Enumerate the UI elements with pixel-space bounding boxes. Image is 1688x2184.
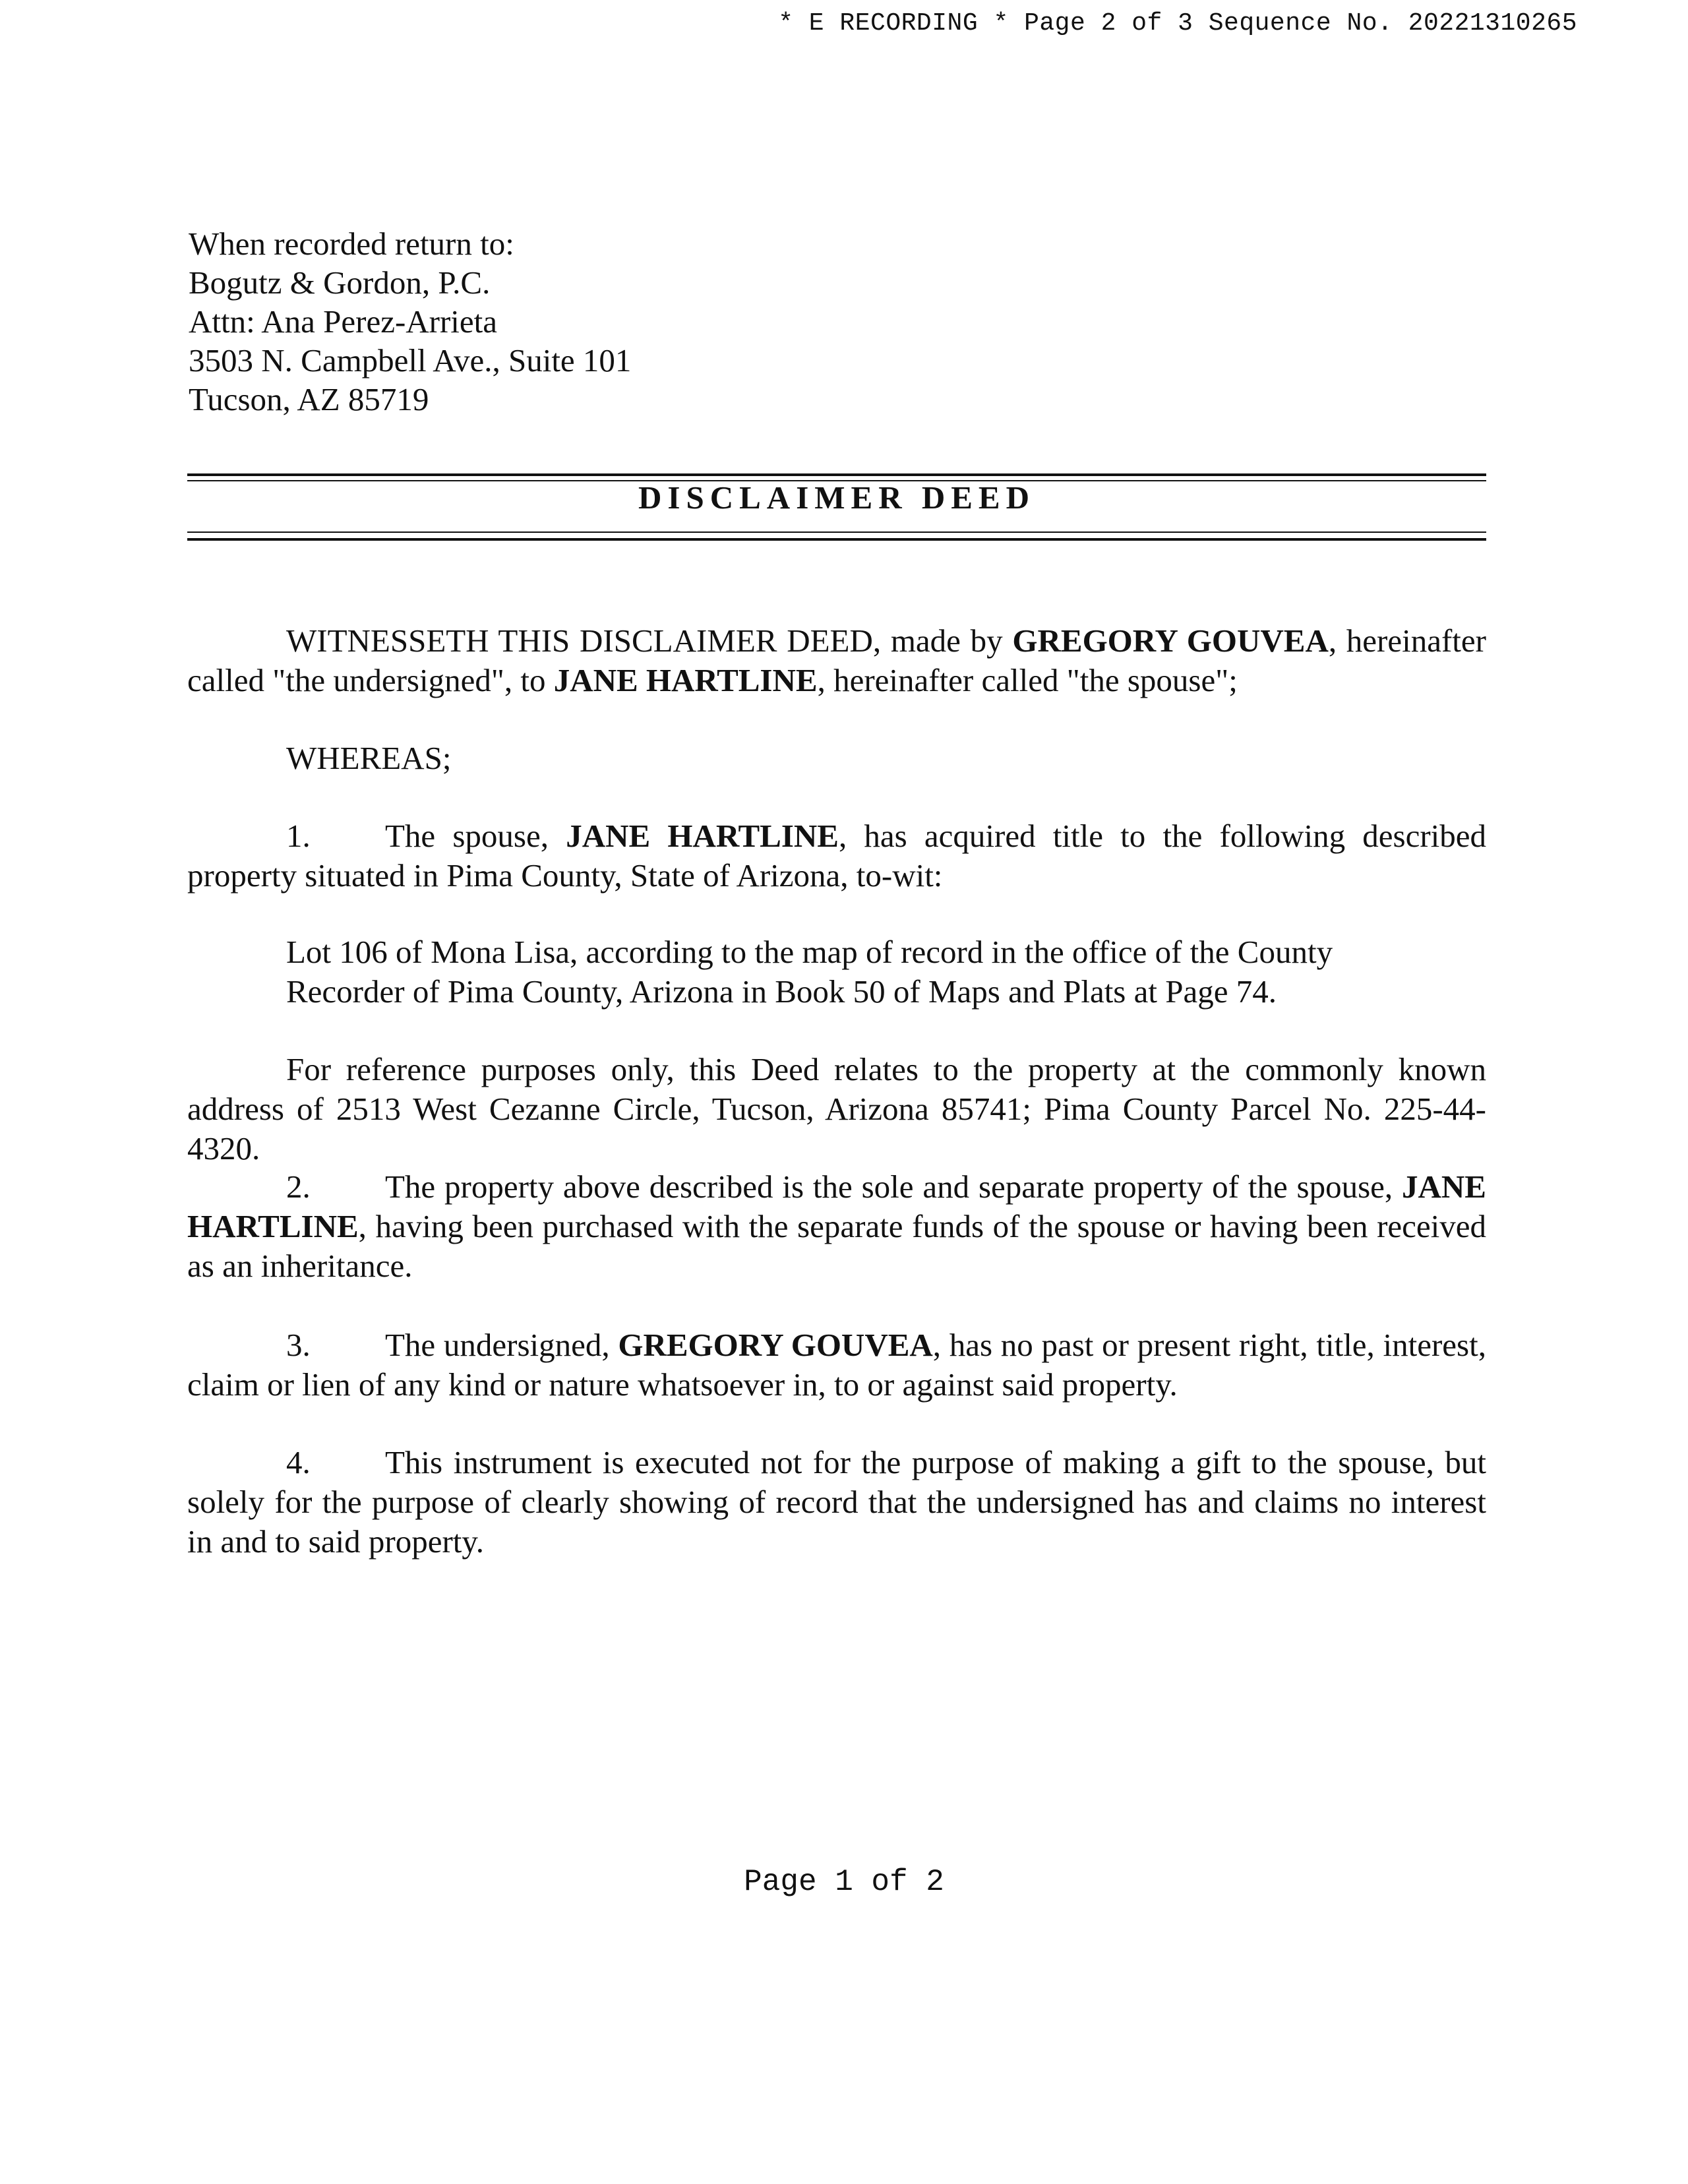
return-address-block <box>189 224 631 419</box>
witness-paragraph <box>187 621 1486 700</box>
witness-name-undersigned: GREGORY GOUVEA <box>1012 622 1329 659</box>
item-3-text-2: , has no past or present right, title, interest, claim or lien of any kind or nature whatsoever in, to or against said property. <box>187 1327 1486 1403</box>
title-rule-bottom-thick <box>187 538 1486 541</box>
whereas-text: WHEREAS; <box>286 740 452 776</box>
item-1-number: 1. <box>286 818 311 854</box>
document-title: DISCLAIMER DEED <box>638 479 1035 516</box>
item-3-paragraph <box>187 1325 1486 1405</box>
witness-text-1: WITNESSETH THIS DISCLAIMER DEED, made by <box>286 622 1013 659</box>
return-firm: Bogutz & Gordon, P.C. <box>189 264 491 301</box>
item-2-text-1: The property above described is the sole and separate property of the spouse, <box>385 1168 1402 1205</box>
return-attention: Attn: Ana Perez-Arrieta <box>189 303 498 340</box>
item-2-paragraph <box>187 1167 1486 1286</box>
item-3-number: 3. <box>286 1327 311 1363</box>
legal-description: Lot 106 of Mona Lisa, according to the map of record in the office of the County Recorder of Pima County, Arizona in Book 50 of Maps and Plats at Page 74. <box>286 934 1333 1010</box>
item-3-name: GREGORY GOUVEA <box>618 1327 933 1363</box>
return-city: Tucson, AZ 85719 <box>189 381 429 417</box>
item-1-text-1: The spouse, <box>385 818 566 854</box>
item-1-text-2: , has acquired title to the following described property situated in Pima County, State of Arizona, to-wit: <box>187 818 1486 894</box>
return-label: When recorded return to: <box>189 226 514 262</box>
page-footer: Page 1 of 2 <box>744 1865 944 1899</box>
item-2-text-2: , having been purchased with the separate funds of the spouse or having been received as an inheritance. <box>187 1208 1486 1284</box>
reference-paragraph <box>187 1050 1486 1168</box>
item-2-name: JANE HARTLINE <box>187 1168 1486 1244</box>
title-rule-bottom-thin <box>187 531 1486 533</box>
whereas-paragraph <box>187 739 1486 778</box>
item-1-paragraph <box>187 816 1486 895</box>
item-3-text-1: The undersigned, <box>385 1327 618 1363</box>
item-1-name: JANE HARTLINE <box>566 818 839 854</box>
item-4-number: 4. <box>286 1444 311 1480</box>
title-rule-top-thick <box>187 473 1486 476</box>
return-street: 3503 N. Campbell Ave., Suite 101 <box>189 342 632 379</box>
witness-text-3: , hereinafter called "the spouse"; <box>817 662 1238 698</box>
witness-name-spouse: JANE HARTLINE <box>553 662 818 698</box>
reference-text: For reference purposes only, this Deed relates to the property at the commonly known address of 2513 West Cezanne Circle, Tucson, Arizona 85741; Pima County Parcel No. 225-44-4320. <box>187 1051 1486 1167</box>
witness-text-2: , hereinafter called "the undersigned", to <box>187 622 1486 698</box>
recording-header: * E RECORDING * Page 2 of 3 Sequence No. 20221310265 <box>778 9 1577 38</box>
item-2-number: 2. <box>286 1168 311 1205</box>
item-4-text: This instrument is executed not for the purpose of making a gift to the spouse, but solely for the purpose of clearly showing of record that the undersigned has and claims no interest in and to said property. <box>187 1444 1486 1560</box>
item-4-paragraph <box>187 1443 1486 1562</box>
